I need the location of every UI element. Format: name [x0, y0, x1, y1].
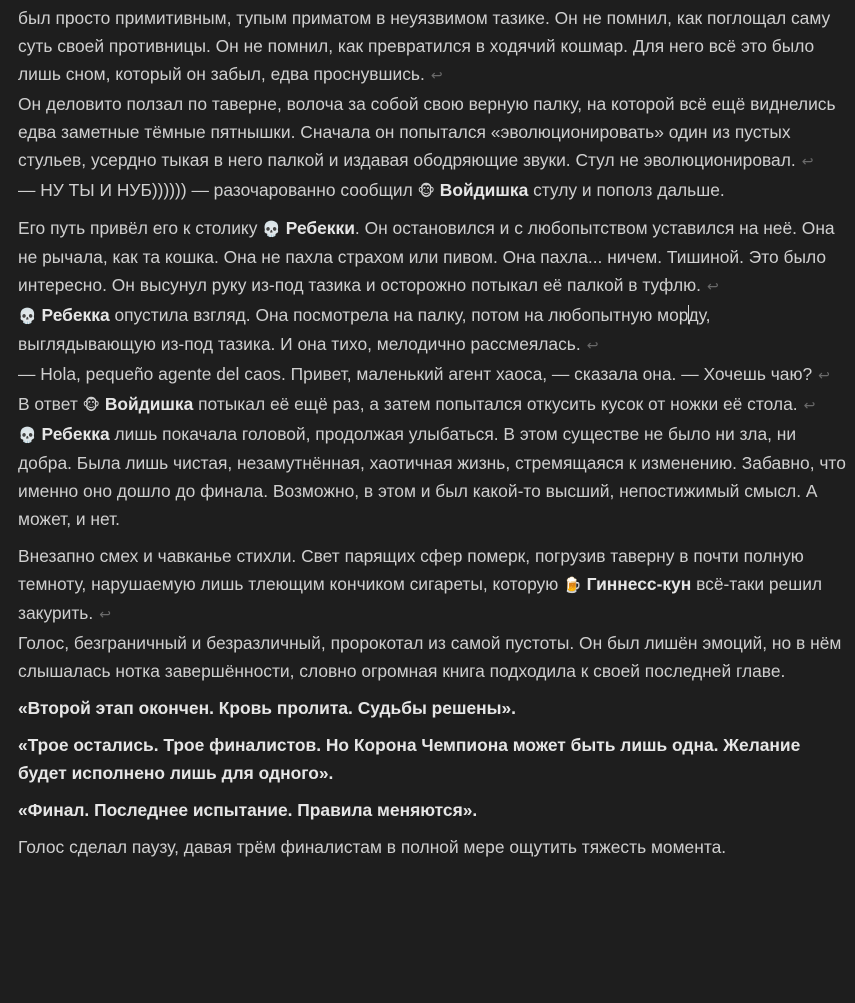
beer-icon: 🍺	[563, 576, 582, 594]
return-icon: ↩	[586, 338, 599, 354]
paragraph	[18, 360, 848, 390]
mention-guinness: Гиннесс-кун	[586, 574, 692, 594]
paragraph-text: — НУ ТЫ И НУБ)))))) — разочарованно сообщил	[18, 180, 418, 200]
voice-quote: «Финал. Последнее испытание. Правила меняются».	[18, 800, 478, 820]
return-icon: ↩	[801, 154, 814, 170]
paragraph-text: В ответ	[18, 394, 83, 414]
paragraph	[18, 214, 848, 301]
paragraph-text: стулу и пополз дальше.	[528, 180, 725, 200]
paragraph	[18, 176, 848, 205]
voice-quote: «Трое остались. Трое финалистов. Но Корона Чемпиона может быть лишь одна. Желание будет исполнено лишь для одного».	[18, 735, 801, 783]
monkey-icon: 🐵	[417, 182, 435, 200]
voice-quote: «Второй этап окончен. Кровь пролита. Судьбы решены».	[18, 698, 516, 718]
paragraph-text: ду, выглядывающую из-под тазика. И она тихо, мелодично рассмеялась.	[18, 305, 711, 354]
paragraph	[18, 4, 848, 90]
return-icon: ↩	[707, 279, 719, 295]
mention-voidishka: Войдишка	[439, 180, 529, 200]
paragraph	[18, 90, 848, 176]
paragraph	[18, 420, 848, 533]
paragraph	[18, 390, 848, 420]
paragraph-text: — Hola, pequeño agente del caos. Привет, маленький агент хаоса, — сказала она. — Хочешь чаю?	[18, 364, 813, 384]
paragraph-text: . Он остановился и с любопытством уставился на неё. Она не рычала, как та кошка. Она не пахла страхом или пивом. Она пахла... ничем. Тишиной. Это было интересно. Он высунул руку из-под тазика и осторожно потыкал её палкой в туфлю.	[18, 218, 835, 295]
paragraph-text: всё-таки решил закурить.	[18, 574, 823, 623]
paragraph-text: опустила взгляд. Она посмотрела на палку, потом на любопытную мор	[109, 305, 689, 325]
mention-rebekka: Ребекка	[41, 424, 110, 444]
mention-voidishka: Войдишка	[104, 394, 194, 414]
paragraph-text: Его путь привёл его к столику	[18, 218, 263, 238]
paragraph-text: Голос, безграничный и безразличный, пророкотал из самой пустоты. Он был лишён эмоций, но в нём слышалась нотка завершённости, словно огромная книга подходила к своей последней главе.	[18, 633, 842, 681]
return-icon: ↩	[818, 368, 830, 384]
skull-icon: 💀	[18, 426, 37, 444]
mention-rebekka: Ребекки	[285, 218, 355, 238]
paragraph	[18, 301, 848, 360]
paragraph	[18, 833, 848, 861]
paragraph-text: Голос сделал паузу, давая трём финалистам в полной мере ощутить тяжесть момента.	[18, 837, 727, 857]
monkey-icon: 🐵	[82, 396, 100, 414]
paragraph-text: лишь покачала головой, продолжая улыбаться. В этом существе не было ни зла, ни добра. Была лишь чистая, незамутнённая, хаотичная жизнь, стремящаяся к изменению. Забавно, что именно оно дошло до финала. Возможно, в этом и был какой-то высший, непостижимый смысл. А может, и нет.	[18, 424, 846, 529]
paragraph-text: потыкал её ещё раз, а затем попытался откусить кусок от ножки её стола.	[193, 394, 798, 414]
paragraph	[18, 629, 848, 685]
return-icon: ↩	[430, 68, 443, 84]
document-body	[18, 4, 848, 861]
paragraph-text: Он деловито ползал по таверне, волоча за собой свою верную палку, на которой всё ещё виднелись едва заметные тёмные пятнышки. Сначала он попытался «эволюционировать» один из пустых стульев, усердно тыкая в него палкой и издавая ободряющие звуки. Стул не эволюционировал.	[18, 94, 836, 170]
return-icon: ↩	[99, 607, 111, 623]
paragraph-text: был просто примитивным, тупым приматом в неуязвимом тазике. Он не помнил, как поглощал саму суть своей противницы. Он не помнил, как превратился в ходячий кошмар. Для него всё это было лишь сном, который он забыл, едва проснувшись.	[18, 8, 831, 84]
skull-icon: 💀	[262, 220, 281, 238]
paragraph-text: Внезапно смех и чавканье стихли. Свет парящих сфер померк, погрузив таверну в почти полную темноту, нарушаемую лишь тлеющим кончиком сигареты, которую	[18, 546, 804, 594]
skull-icon: 💀	[18, 307, 37, 325]
paragraph	[18, 542, 848, 629]
return-icon: ↩	[803, 398, 816, 414]
mention-rebekka: Ребекка	[41, 305, 110, 325]
